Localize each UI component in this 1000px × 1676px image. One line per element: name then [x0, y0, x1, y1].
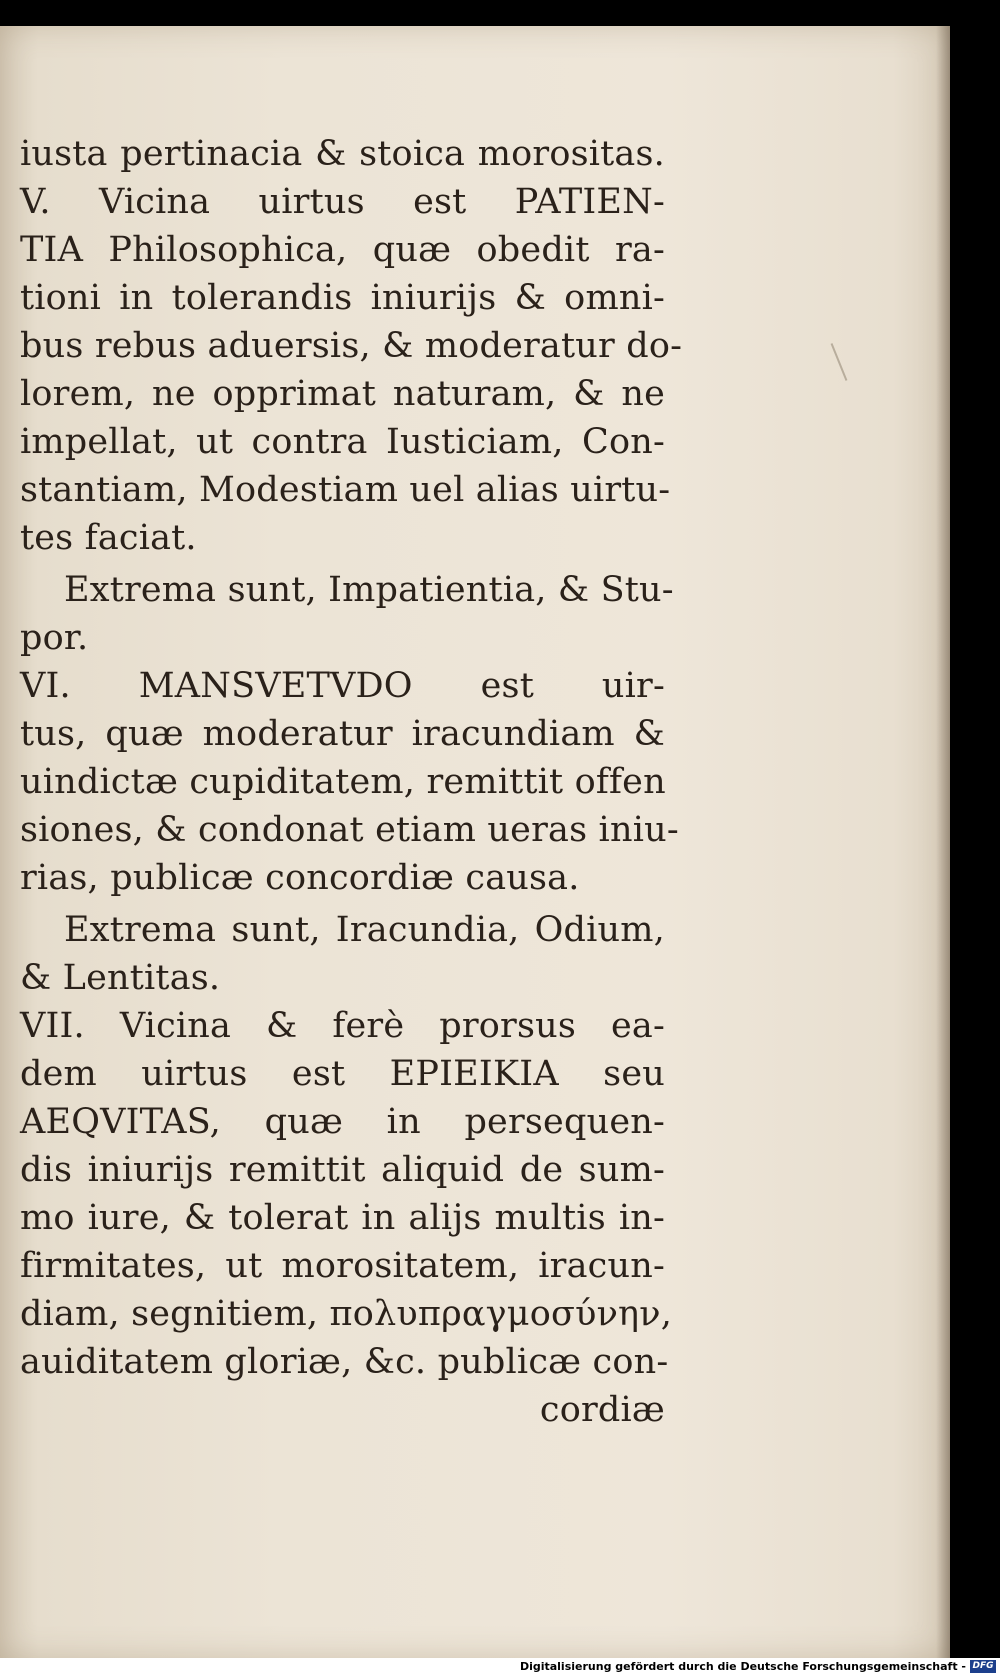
- text-line: AEQVITAS, quæ in persequen-: [20, 1102, 665, 1142]
- text-line: mo iure, & tolerat in alijs multis in-: [20, 1198, 665, 1238]
- digitization-credit: Digitalisierung gefördert durch die Deutsche Forschungsgemeinschaft -: [519, 1660, 966, 1673]
- text-line: impellat, ut contra Iusticiam, Con-: [20, 422, 665, 462]
- text-line: tus, quæ moderatur iracundiam &: [20, 714, 665, 754]
- text-line: siones, & condonat etiam ueras iniu-: [20, 810, 679, 850]
- text-line: dem uirtus est EPIEIKIA seu: [20, 1054, 665, 1094]
- section-heading-line: VII. Vicina & ferè prorsus ea-: [20, 1006, 665, 1046]
- text-line: tes faciat.: [20, 518, 197, 558]
- text-line: tioni in tolerandis iniurijs & omni-: [20, 278, 665, 318]
- text-line: dis iniurijs remittit aliquid de sum-: [20, 1150, 665, 1190]
- page-text-block: [0, 26, 950, 1658]
- text-line: V. Vicina uirtus est PATIEN-: [20, 182, 665, 222]
- text-line: Extrema sunt, Iracundia, Odium,: [64, 910, 665, 950]
- text-line: Extrema sunt, Impatientia, & Stu-: [64, 570, 674, 610]
- text-line: firmitates, ut morositatem, iracun-: [20, 1246, 665, 1286]
- text-line: TIA Philosophica, quæ obedit ra-: [20, 230, 665, 270]
- section-heading-line: VI. MANSVETVDO est uir-: [20, 666, 665, 706]
- text-line: por.: [20, 618, 89, 658]
- text-line: & Lentitas.: [20, 958, 221, 998]
- dfg-logo: DFG: [970, 1660, 996, 1673]
- text-line: diam, segnitiem, πολυπραγμοσύνην,: [20, 1294, 673, 1334]
- catchword: cordiæ: [539, 1390, 665, 1430]
- text-line: auiditatem gloriæ, &c. publicæ con-: [20, 1342, 669, 1382]
- text-line: iusta pertinacia & stoica morositas.: [20, 134, 665, 174]
- text-line: lorem, ne opprimat naturam, & ne: [20, 374, 665, 414]
- text-line: uindictæ cupiditatem, remittit offen: [20, 762, 666, 802]
- text-line: stantiam, Modestiam uel alias uirtu-: [20, 470, 671, 510]
- book-page: [0, 26, 950, 1658]
- text-line: rias, publicæ concordiæ causa.: [20, 858, 580, 898]
- text-line: bus rebus aduersis, & moderatur do-: [20, 326, 683, 366]
